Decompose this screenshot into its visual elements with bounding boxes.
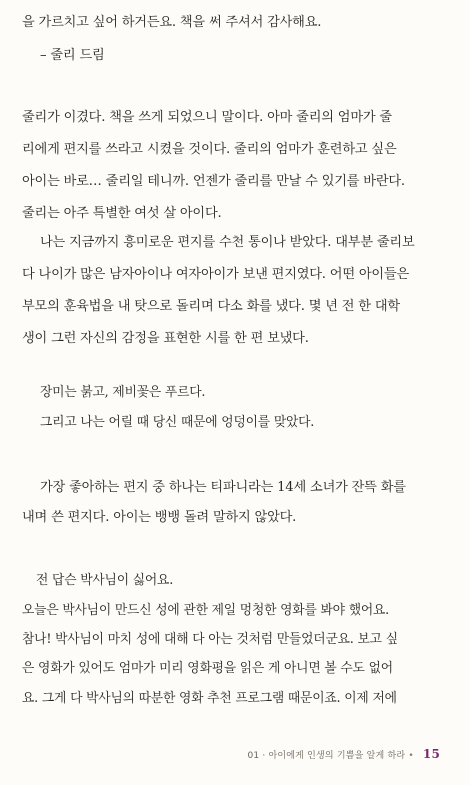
letter-line: 전 답슨 박사님이 싫어요.	[36, 573, 174, 588]
text-line: 을 가르치고 싶어 하거든요. 책을 써 주셔서 감사해요.	[22, 15, 322, 30]
letter-line: 오늘은 박사님이 만드신 성에 관한 제일 멍청한 영화를 봐야 했어요.	[22, 603, 390, 618]
footer-bullet: •	[408, 751, 414, 761]
text-line: 나는 지금까지 흥미로운 편지를 수천 통이나 받았다. 대부분 줄리보	[40, 235, 415, 250]
text-line: 줄리는 아주 특별한 여섯 살 아이다.	[22, 206, 222, 221]
text-line: 내며 쓴 편지다. 아이는 뱅뱅 돌려 말하지 않았다.	[22, 510, 297, 525]
text-line: 아이는 바로… 줄리일 테니까. 언젠가 줄리를 만날 수 있기를 바란다.	[22, 174, 405, 189]
text-line: 가장 좋아하는 편지 중 하나는 티파니라는 14세 소녀가 잔뜩 화를	[40, 480, 406, 495]
page-footer	[247, 747, 440, 761]
text-line: 생이 그런 자신의 감정을 표현한 시를 한 편 보냈다.	[22, 331, 309, 346]
text-line: 리에게 편지를 쓰라고 시켰을 것이다. 줄리의 엄마가 훈련하고 싶은	[22, 142, 397, 157]
page-number: 15	[422, 747, 440, 761]
signature-line: – 줄리 드림	[40, 48, 105, 63]
letter-line: 요. 그게 다 박사님의 따분한 영화 추천 프로그램 때문이죠. 이제 저에	[22, 691, 397, 706]
text-line: 부모의 훈육법을 내 탓으로 돌리며 다소 화를 냈다. 몇 년 전 한 대학	[22, 299, 400, 314]
text-line: 줄리가 이겼다. 책을 쓰게 되었으니 말이다. 아마 줄리의 엄마가 줄	[22, 110, 392, 125]
chapter-title: 01 · 아이에게 인생의 기쁨을 알게 하라	[247, 751, 406, 761]
text-line: 다 나이가 많은 남자아이나 여자아이가 보낸 편지였다. 어떤 아이들은	[22, 267, 410, 282]
poem-line: 그리고 나는 어릴 때 당신 때문에 엉덩이를 맞았다.	[40, 415, 315, 430]
letter-line: 은 영화가 있어도 엄마가 미리 영화평을 읽은 게 아니면 볼 수도 없어	[22, 661, 393, 676]
poem-line: 장미는 붉고, 제비꽃은 푸르다.	[40, 385, 206, 400]
letter-line: 참나! 박사님이 마치 성에 대해 다 아는 것처럼 만들었더군요. 보고 싶	[22, 632, 398, 647]
